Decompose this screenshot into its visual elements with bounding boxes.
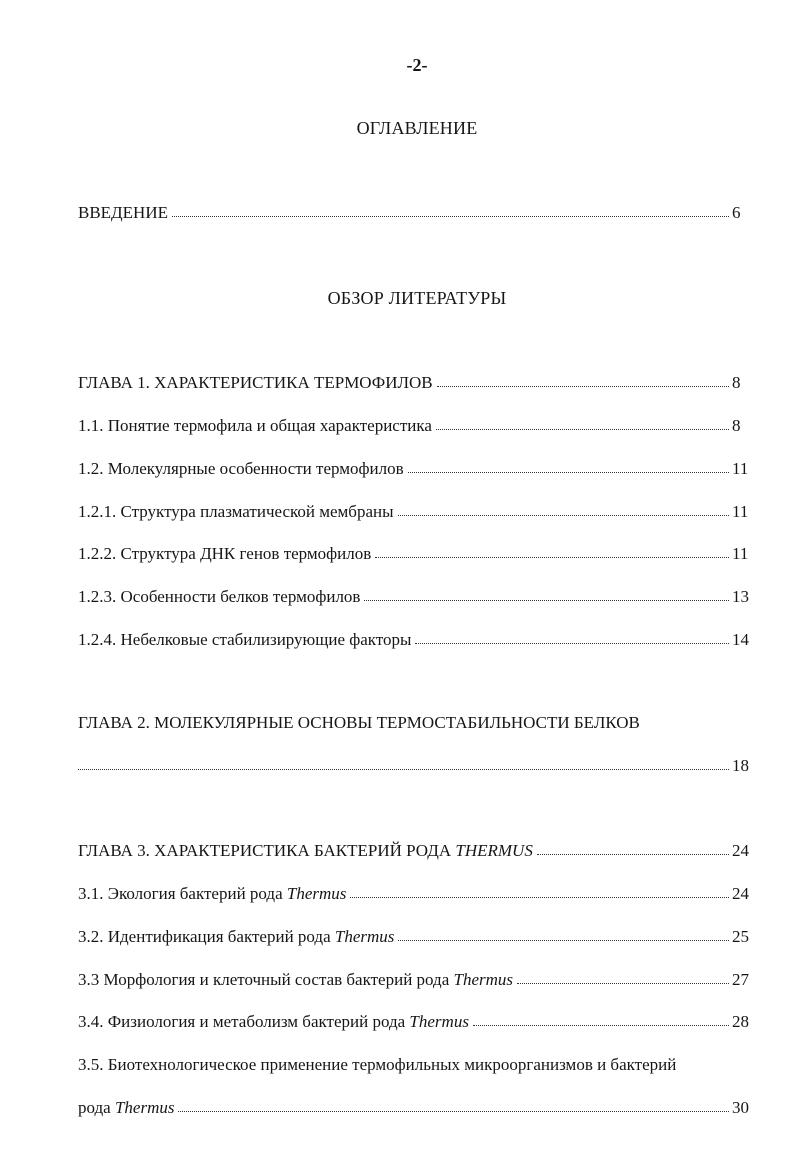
toc-entry-page: 28 [732, 1012, 749, 1031]
toc-entry-3-2 [78, 927, 754, 947]
genus-name: Thermus [334, 927, 395, 946]
toc-entry-page: 8 [732, 416, 741, 435]
genus-name: Thermus [286, 884, 347, 903]
toc-entry-1-2-1 [78, 502, 754, 522]
genus-name: Thermus [409, 1012, 469, 1031]
toc-entry-label: 3.2. Идентификация бактерий рода Thermus [78, 927, 395, 946]
toc-entry-page: 24 [732, 841, 749, 860]
toc-entry-1-2-4 [78, 630, 754, 650]
toc-entry-1-2-2 [78, 544, 754, 564]
page-number: -2- [406, 55, 428, 75]
dot-leader [375, 557, 729, 558]
toc-entry-page: 6 [732, 203, 741, 222]
toc-entry-3-5-line1: 3.5. Биотехнологическое применение термофильных микроорганизмов и бактерий [78, 1055, 677, 1074]
toc-entry-chapter-2 [78, 756, 754, 776]
dot-leader [178, 1111, 729, 1112]
toc-entry-chapter-1 [78, 373, 754, 393]
toc-entry-1-2 [78, 459, 754, 479]
toc-entry-1-1 [78, 416, 754, 436]
toc-entry-label: 3.4. Физиология и метаболизм бактерий рода Thermus [78, 1012, 469, 1031]
toc-entry-label: 1.2.4. Небелковые стабилизирующие факторы [78, 630, 412, 649]
genus-name: Thermus [114, 1098, 175, 1117]
toc-title: ОГЛАВЛЕНИЕ [356, 118, 478, 138]
dot-leader [473, 1025, 729, 1026]
genus-name: THERMUS [455, 841, 533, 860]
toc-entry-label: 3.1. Экология бактерий рода Thermus [78, 884, 347, 903]
toc-entry-page: 13 [732, 587, 749, 606]
toc-entry-3-5 [78, 1098, 754, 1118]
dot-leader [437, 386, 729, 387]
toc-entry-label: 1.2.2. Структура ДНК генов термофилов [78, 544, 372, 563]
toc-entry-page: 14 [732, 630, 749, 649]
toc-entry-page: 11 [732, 544, 749, 563]
toc-entry-page: 11 [732, 502, 749, 521]
dot-leader [364, 600, 729, 601]
toc-entry-label: 1.2. Молекулярные особенности термофилов [78, 459, 404, 478]
toc-entry-page: 18 [732, 756, 749, 775]
dot-leader [436, 429, 729, 430]
toc-entry-label: рода Thermus [78, 1098, 175, 1117]
toc-entry-3-3 [78, 970, 754, 990]
toc-entry-label: ВВЕДЕНИЕ [78, 203, 168, 222]
toc-entry-3-1 [78, 884, 754, 904]
toc-entry-label: 1.2.1. Структура плазматической мембраны [78, 502, 394, 521]
toc-entry-label: ГЛАВА 1. ХАРАКТЕРИСТИКА ТЕРМОФИЛОВ [78, 373, 433, 392]
toc-entry-3-4 [78, 1012, 754, 1032]
toc-entry-1-2-3 [78, 587, 754, 607]
toc-entry-label: 3.3 Морфология и клеточный состав бактерий рода Thermus [78, 970, 514, 989]
toc-entry-chapter-2-label: ГЛАВА 2. МОЛЕКУЛЯРНЫЕ ОСНОВЫ ТЕРМОСТАБИЛЬНОСТИ БЕЛКОВ [78, 713, 640, 732]
toc-entry-page: 8 [732, 373, 741, 392]
genus-name: Thermus [453, 970, 514, 989]
toc-entry-label: ГЛАВА 3. ХАРАКТЕРИСТИКА БАКТЕРИЙ РОДА THERMUS [78, 841, 533, 860]
toc-entry-page: 27 [732, 970, 749, 989]
dot-leader [398, 940, 729, 941]
dot-leader [537, 854, 729, 855]
dot-leader [415, 643, 729, 644]
section-heading-literature-review: ОБЗОР ЛИТЕРАТУРЫ [327, 288, 507, 308]
dot-leader [78, 769, 729, 770]
dot-leader [408, 472, 729, 473]
toc-entry-page: 24 [732, 884, 749, 903]
dot-leader [398, 515, 729, 516]
toc-entry-label: 1.2.3. Особенности белков термофилов [78, 587, 361, 606]
dot-leader [172, 216, 729, 217]
dot-leader [517, 983, 729, 984]
dot-leader [350, 897, 729, 898]
toc-entry-chapter-3 [78, 841, 754, 861]
toc-entry-label: 1.1. Понятие термофила и общая характеристика [78, 416, 432, 435]
toc-entry-introduction [78, 203, 754, 223]
toc-entry-page: 25 [732, 927, 749, 946]
toc-entry-page: 11 [732, 459, 749, 478]
toc-entry-page: 30 [732, 1098, 749, 1117]
